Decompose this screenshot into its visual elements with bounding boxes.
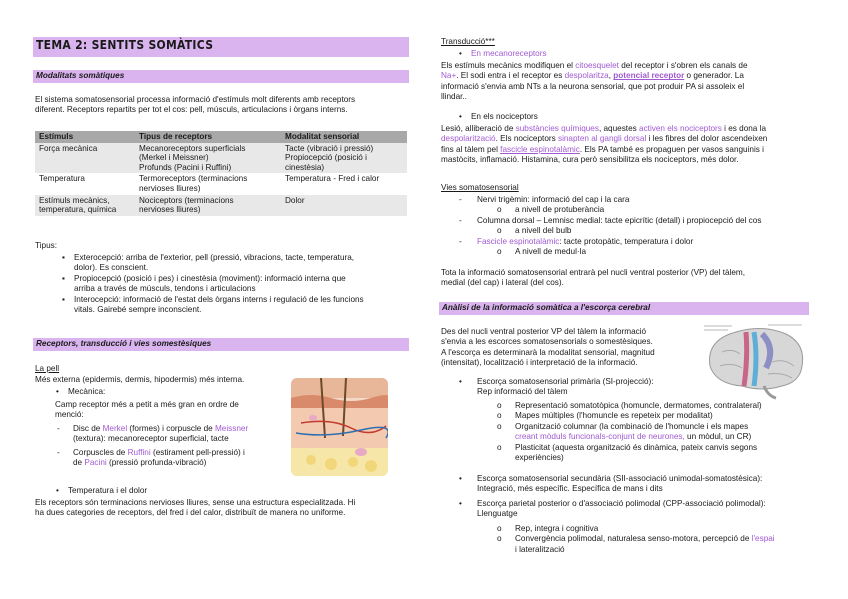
table-row: Estímuls mecànics, temperatura, química Nociceptors (terminacions nervioses lliures) Dolor bbox=[35, 195, 407, 216]
escorça-primaria-subitems: o Representació somatotòpica (homuncle, dermatomes, contralateral) o Mapes múltiples (l'homuncle es repeteix per modalitat) o Organització columnar (la combinació de l'homuncle i els mapes creant mòduls funcionals-conjunt de neurones, un mòdul, un CR) o Plasticitat (aquesta organització és dinàmica, pateix canvis segons experiències) bbox=[497, 401, 762, 463]
vies-summary: Tota la informació somatosensorial entrarà pel nucli ventral posterior (VP) del tàlem, medial (del cap) i lateral (del cos). bbox=[441, 268, 745, 288]
escorça-parietal-item: • Escorça parietal posterior o d'associació polimodal (CPP-associació polimodal): Llenguatge bbox=[459, 499, 766, 519]
mecanica-item: • Mecànica: bbox=[56, 387, 106, 396]
section-header-analisi: Anàlisi de la informació somàtica a l'escorça cerebral bbox=[439, 302, 809, 315]
table-row: Força mecànica Mecanoreceptors superficials (Merkel i Meissner) Profunds (Pacini i Ruffini) Tacte (vibració i pressió) Propiocepció (posició i cinestèsia) bbox=[35, 143, 407, 174]
tipus-list bbox=[62, 253, 407, 315]
mecanoreceptors-item: • En mecanoreceptors bbox=[459, 49, 547, 58]
vies-list: - Nervi trigèmin: informació del cap i la cara o a nivell de protuberància - Columna dorsal – Lemnisc medial: tacte epicrític (detall) i propiocepció del cos o a nivell del bulb - Fascicle espinotalàmic: tacte protopàtic, temperatura i dolor o A nivell de medul·la bbox=[459, 195, 762, 257]
pell-desc: Més externa (epidermis, dermis, hipodermis) més interna. bbox=[35, 375, 245, 384]
intro-paragraph: El sistema somatosensorial processa informació d'estímuls molt diferents amb receptors diferent. Receptors repartits per tot el cos: pell, músculs, articulacions i òrgans interns. bbox=[35, 95, 356, 115]
section-header-receptors: Receptors, transducció i vies somestèsiques bbox=[33, 338, 409, 351]
table-header-row bbox=[35, 131, 407, 143]
analisi-paragraph: Des del nucli ventral posterior VP del tàlem la informació s'envia a les escorces somatosensorials o somestèsiques. A l'escorça es determinarà la modalitat sensorial, magnitud (intensitat), localització i interpretació de la informació. bbox=[441, 327, 655, 368]
camp-text: Camp receptor més a petit a més gran en ordre de menció: bbox=[55, 400, 239, 420]
tipus-label: Tipus: bbox=[35, 241, 57, 250]
page-title-bar bbox=[33, 37, 409, 57]
temperatura-item: • Temperatura i el dolor bbox=[56, 486, 148, 495]
escorça-parietal-subitems: o Rep, integra i cognitiva o Convergència polimodal, naturalesa senso-motora, percepció de l'espai i lateralització bbox=[497, 524, 775, 554]
table-header: Estímuls bbox=[35, 131, 135, 143]
merkel-item: - Disc de Merkel (formes) i corpuscle de Meissner (textura): mecanoreceptor superficial, tacte bbox=[57, 424, 249, 444]
nociceptors-paragraph: Lesió, alliberació de substàncies químiques, aquestes activen els nociceptors i es dona la despolarització. Els nociceptors sinapten al gangli dorsal i les fibres del dolor ascendeixen fins al tàlem pel fascicle espinotalàmic. Els PA també es propaguen per vasos sanguinis i mastòcits, inflamació. Histamina, cura però sensibilitza els nociceptors, més dolor. bbox=[441, 124, 768, 165]
mecanoreceptors-paragraph: Els estímuls mecànics modifiquen el citoesquelet del receptor i s'obren els canals de Na+. El sodi entra i el receptor es despolaritza, potencial receptor o generador. La informació s'envia amb NTs a la neurona sensorial, que pot produir PA si assoleix el llindar.. bbox=[441, 61, 748, 102]
table-header: Modalitat sensorial bbox=[281, 131, 407, 143]
receptor-table bbox=[35, 131, 407, 216]
section-header-modalitats: Modalitats somàtiques bbox=[33, 70, 409, 83]
temperatura-paragraph: Els receptors són terminacions nervioses lliures, sense una estructura especialitzada. Hi ha dues categories de receptors, del fred i del calor, distribuït de manera no uniforme. bbox=[35, 498, 356, 518]
skin-diagram-image bbox=[291, 378, 388, 476]
list-item: ▪ Propiocepció (posició i pes) i cinestèsia (moviment): informació interna que arriba a través de músculs, tendons i articulacions bbox=[62, 273, 346, 294]
pell-heading: La pell bbox=[35, 364, 60, 373]
ruffini-item: - Corpuscles de Ruffini (estirament pell-pressió) i de Pacini (pressió profunda-vibració) bbox=[57, 448, 245, 468]
escorça-primaria-item: • Escorça somatosensorial primària (SI-projecció): Rep informació del tàlem bbox=[459, 377, 654, 397]
vies-heading: Vies somatosensorial bbox=[441, 183, 519, 192]
escorça-secundaria-item: • Escorça somatosensorial secundària (SII-associació unimodal-somatostèsica): Integració, més específic. Específica de mans i dits bbox=[459, 474, 763, 494]
table-row: Temperatura Termoreceptors (terminacions nervioses lliures) Temperatura - Fred i calor bbox=[39, 174, 380, 193]
list-item: ▪ Interocepció: informació de l'estat dels òrgans interns i regulació de les funcions vitals. Gairebé sempre inconscient. bbox=[62, 294, 364, 315]
page-title: TEMA 2: SENTITS SOMÀTICS bbox=[36, 38, 214, 52]
transduccio-heading: Transducció*** bbox=[441, 37, 495, 46]
nociceptors-item: • En els nociceptors bbox=[459, 112, 538, 121]
list-item: ▪ Exterocepció: arriba de l'exterior, pell (pressió, vibracions, tacte, temperatura, dolor). Es conscient. bbox=[62, 253, 355, 273]
table-header: Tipus de receptors bbox=[135, 131, 281, 143]
